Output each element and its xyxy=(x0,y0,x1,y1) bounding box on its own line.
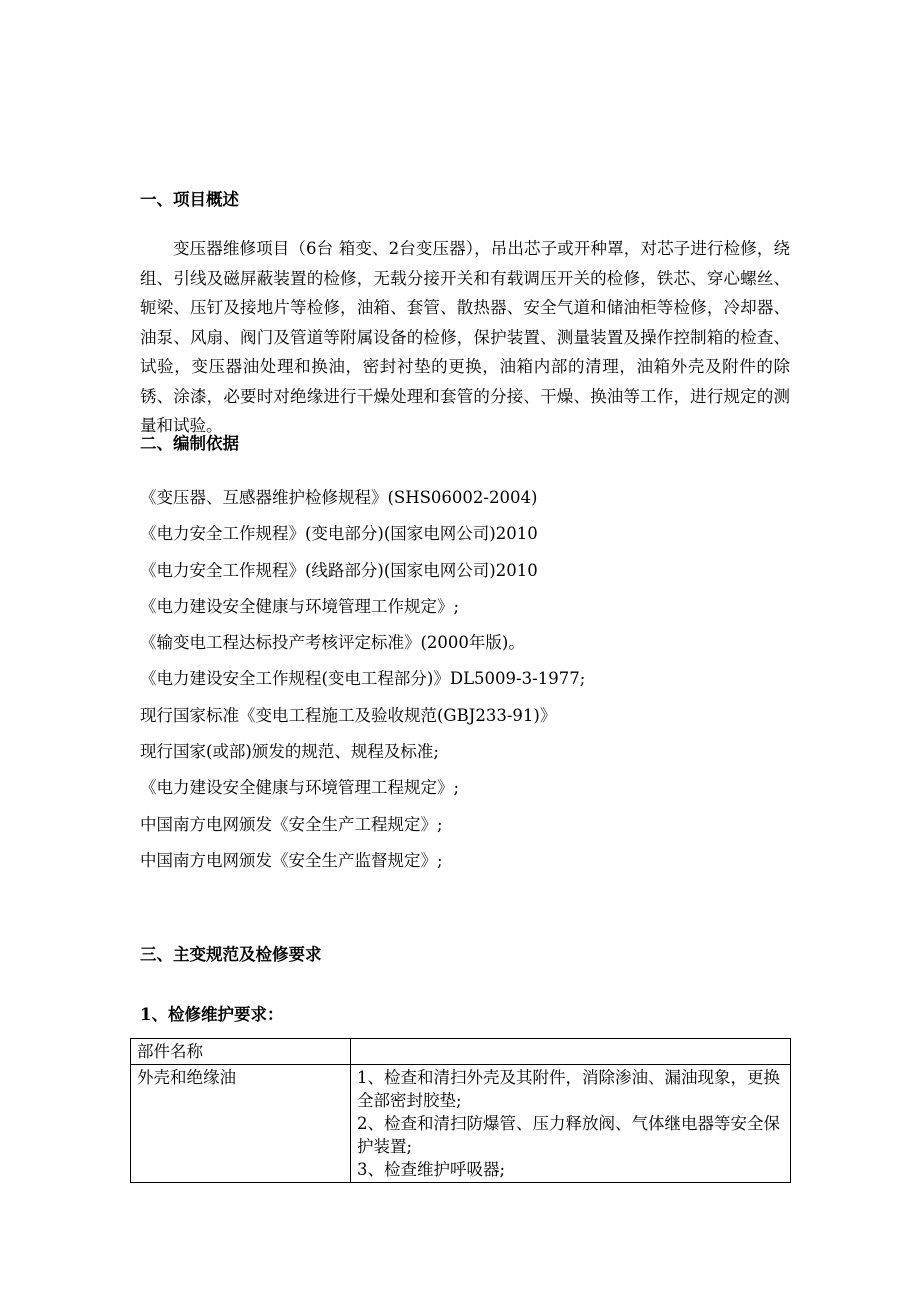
requirement-item: 1、检查和清扫外壳及其附件，消除渗油、漏油现象，更换全部密封胶垫; xyxy=(357,1068,780,1110)
requirement-item: 2、检查和清扫防爆管、压力释放阀、气体继电器等安全保护装置; xyxy=(357,1114,780,1156)
basis-reference-list xyxy=(140,486,790,885)
table-row xyxy=(131,1065,791,1183)
requirement-list xyxy=(357,1066,784,1181)
reference-item: 《电力建设安全工作规程(变电工程部分)》DL5009-3-1977; xyxy=(140,669,586,689)
reference-item: 中国南方电网颁发《安全生产工程规定》; xyxy=(140,814,443,834)
reference-item: 《电力建设安全健康与环境管理工程规定》; xyxy=(140,778,460,798)
table-cell-requirements xyxy=(351,1065,791,1183)
reference-item: 现行国家(或部)颁发的规范、规程及标准; xyxy=(140,742,439,762)
reference-item: 《变压器、互感器维护检修规程》(SHS06002-2004) xyxy=(140,488,538,507)
table-header-part-name: 部件名称 xyxy=(131,1039,351,1065)
reference-item: 《电力安全工作规程》(线路部分)(国家电网公司)2010 xyxy=(140,560,538,580)
section-heading-spec: 三、主变规范及检修要求 xyxy=(140,945,322,964)
reference-item: 《输变电工程达标投产考核评定标准》(2000年版)。 xyxy=(140,633,525,653)
section-heading-basis: 二、编制依据 xyxy=(140,434,239,453)
subsection-heading-maintenance: 1、检修维护要求： xyxy=(140,1005,284,1024)
requirement-item: 3、检查维护呼吸器; xyxy=(357,1160,506,1179)
section-heading-overview: 一、项目概述 xyxy=(140,190,239,209)
reference-item: 现行国家标准《变电工程施工及验收规范(GBJ233-91)》 xyxy=(140,705,557,725)
overview-paragraph: 变压器维修项目（6台 箱变、2台变压器），吊出芯子或开种罩，对芯子进行检修，绕组、引线及磁屏蔽装置的检修，无载分接开关和有载调压开关的检修，铁芯、穿心螺丝、轭梁、压钉及接地片等检修，油箱、套管、散热器、安全气道和储油柜等检修，冷却器、油泵、风扇、阀门及管道等附属设备的检修，保护装置、测量装置及操作控制箱的检查、试验，变压器油处理和换油，密封衬垫的更换，油箱内部的清理，油箱外壳及附件的除锈、涂漆，必要时对绝缘进行干燥处理和套管的分接、干燥、换油等工作，进行规定的测量和试验。 xyxy=(140,239,790,435)
reference-item: 《电力建设安全健康与环境管理工作规定》; xyxy=(140,596,460,616)
table-header-row xyxy=(131,1039,791,1065)
table-cell-part: 外壳和绝缘油 xyxy=(131,1065,351,1183)
reference-item: 《电力安全工作规程》(变电部分)(国家电网公司)2010 xyxy=(140,524,538,544)
reference-item: 中国南方电网颁发《安全生产监督规定》; xyxy=(140,850,443,870)
maintenance-requirements-table xyxy=(130,1038,791,1183)
table-header-blank xyxy=(351,1039,791,1065)
